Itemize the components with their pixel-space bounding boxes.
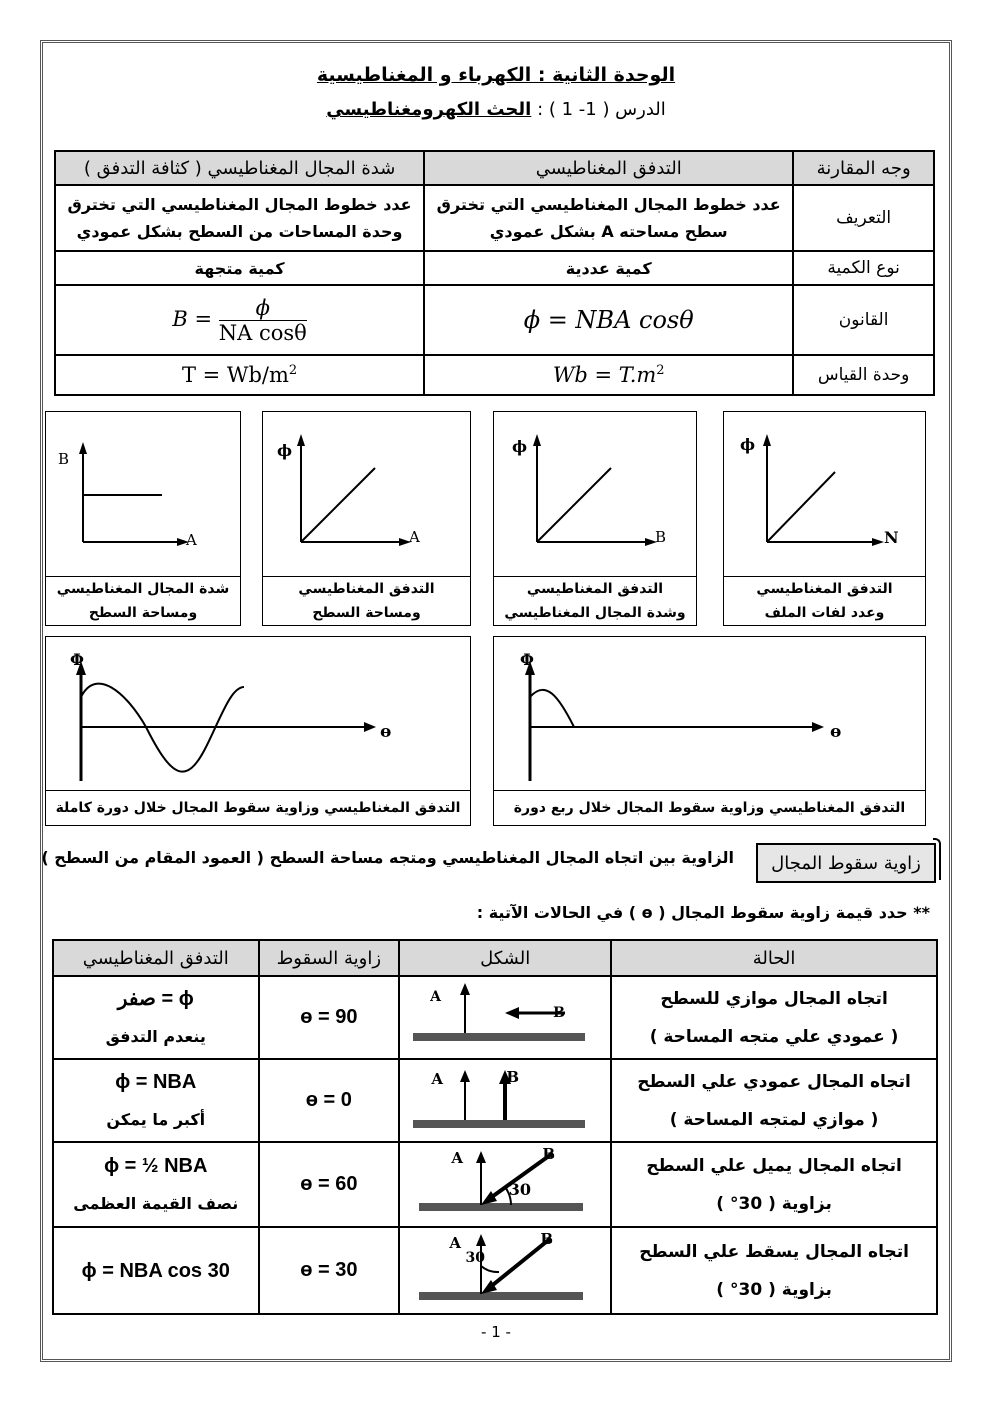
graph-quarter-cycle bbox=[493, 636, 926, 826]
case-cell: اتجاه المجال عمودي علي السطح ( موازي لمتجه المساحة ) bbox=[611, 1059, 937, 1142]
label-a: A bbox=[430, 989, 442, 1005]
field-def-line1: عدد خطوط المجال المغناطيسي التي تخترق bbox=[67, 195, 412, 214]
flux-unit-sup: 2 bbox=[656, 363, 665, 378]
linear-line bbox=[301, 468, 375, 542]
angle-cases-table bbox=[52, 939, 938, 1315]
graph-flux-field-plot bbox=[494, 412, 696, 562]
row-label: وحدة القياس bbox=[793, 355, 934, 395]
flux-cell: ϕ = NBA أكبر ما يمكن bbox=[53, 1059, 259, 1142]
unit-row bbox=[55, 355, 934, 395]
header-angle: زاوية السقوط bbox=[259, 940, 400, 976]
linear-line bbox=[767, 472, 835, 542]
flux-cell: ϕ = NBA cos 30 bbox=[53, 1227, 259, 1314]
flux-quarter-wave bbox=[530, 690, 574, 727]
angle-value: ɵ = 60 bbox=[259, 1142, 400, 1227]
row-label: التعريف bbox=[793, 185, 934, 251]
angle-label: 30 bbox=[465, 1250, 486, 1266]
lesson-title: الحث الكهرومغناطيسي bbox=[326, 99, 532, 120]
lesson-label: الدرس ( 1- 1 ) : bbox=[537, 99, 666, 120]
field-formula-lhs: B = bbox=[172, 306, 213, 331]
field-def-line2: وحدة المساحات من السطح بشكل عمودي bbox=[76, 222, 403, 241]
y-axis-label: Φ bbox=[70, 650, 84, 669]
case-cell: اتجاه المجال موازي للسطح ( عمودي علي متجه المساحة ) bbox=[611, 976, 937, 1059]
unit-title: الوحدة الثانية : الكهرباء و المغناطيسية bbox=[316, 64, 676, 86]
label-a: A bbox=[449, 1234, 462, 1252]
x-axis-label: A bbox=[186, 531, 197, 549]
header-flux: التدفق المغناطيسي bbox=[53, 940, 259, 976]
figure-cell bbox=[399, 1227, 611, 1314]
header-flux: التدفق المغناطيسي bbox=[424, 151, 793, 185]
header-aspect: وجه المقارنة bbox=[793, 151, 934, 185]
angle-value: ɵ = 0 bbox=[259, 1059, 400, 1142]
field-unit-text: T = Wb/m bbox=[181, 363, 289, 387]
figure-cell bbox=[399, 1059, 611, 1142]
graph-field-area bbox=[45, 411, 241, 626]
header-case: الحالة bbox=[611, 940, 937, 976]
graph-caption: التدفق المغناطيسي وعدد لفات الملف bbox=[724, 576, 925, 625]
flux-cell: ϕ = ½ NBA نصف القيمة العظمى bbox=[53, 1142, 259, 1227]
flux-law bbox=[424, 285, 793, 355]
page-number: - 1 - bbox=[481, 1323, 511, 1341]
flux-def-line1: عدد خطوط المجال المغناطيسي التي تخترق bbox=[436, 195, 781, 214]
table-row bbox=[53, 1227, 937, 1314]
x-axis-label: ɵ bbox=[380, 722, 392, 742]
flux-definition bbox=[424, 185, 793, 251]
graph-flux-field bbox=[493, 411, 697, 626]
label-b: B bbox=[540, 1230, 554, 1248]
field-type: كمية متجهة bbox=[55, 251, 424, 285]
label-a: A bbox=[451, 1149, 464, 1167]
graph-field-area-plot bbox=[46, 412, 240, 562]
flux-type: كمية عددية bbox=[424, 251, 793, 285]
parallel-field-figure bbox=[405, 977, 605, 1053]
label-b: B bbox=[553, 1005, 566, 1021]
inclined-field-figure bbox=[405, 1143, 605, 1221]
comparison-table bbox=[54, 150, 935, 396]
flux-unit bbox=[424, 355, 793, 395]
angle-value: ɵ = 30 bbox=[259, 1227, 400, 1314]
field-unit-sup: 2 bbox=[288, 363, 298, 378]
angle-value: ɵ = 90 bbox=[259, 976, 400, 1059]
row-label: القانون bbox=[793, 285, 934, 355]
comparison-header-row bbox=[55, 151, 934, 185]
lesson-title-line bbox=[0, 99, 992, 120]
flux-def-line2: سطح مساحته A بشكل عمودي bbox=[489, 222, 728, 241]
graph-caption: التدفق المغناطيسي وزاوية سقوط المجال خلال ربع دورة bbox=[494, 790, 925, 825]
header-figure: الشكل bbox=[399, 940, 611, 976]
y-axis-label: Φ bbox=[520, 650, 534, 669]
field-law bbox=[55, 285, 424, 355]
x-axis-label: ɵ bbox=[830, 722, 842, 742]
angle-header-row bbox=[53, 940, 937, 976]
flux-cell: ϕ = صفر ينعدم التدفق bbox=[53, 976, 259, 1059]
graph-full-cycle-plot bbox=[46, 637, 470, 791]
label-a: A bbox=[431, 1070, 444, 1088]
header-field: شدة المجال المغناطيسي ( كثافة التدفق ) bbox=[55, 151, 424, 185]
table-row bbox=[53, 1059, 937, 1142]
y-axis-label: B bbox=[58, 450, 70, 468]
linear-line bbox=[537, 468, 611, 542]
x-axis-label: A bbox=[409, 528, 420, 546]
graph-flux-area bbox=[262, 411, 471, 626]
graph-caption: التدفق المغناطيسي وشدة المجال المغناطيسي bbox=[494, 576, 696, 625]
y-axis-label: ϕ bbox=[512, 437, 528, 456]
y-axis-label: ϕ bbox=[277, 441, 293, 460]
figure-cell bbox=[399, 976, 611, 1059]
graph-caption: التدفق المغناطيسي ومساحة السطح bbox=[263, 576, 470, 625]
flux-unit-text: Wb = T.m bbox=[552, 363, 657, 387]
case-cell: اتجاه المجال يميل علي السطح بزاوية ( 30° ) bbox=[611, 1142, 937, 1227]
quantity-type-row bbox=[55, 251, 934, 285]
incident-field-figure bbox=[405, 1228, 605, 1308]
graph-flux-turns-plot bbox=[724, 412, 925, 562]
row-label: نوع الكمية bbox=[793, 251, 934, 285]
y-axis-label: ϕ bbox=[740, 435, 756, 454]
case-cell: اتجاه المجال يسقط علي السطح بزاوية ( 30° ) bbox=[611, 1227, 937, 1314]
fraction-numerator: ϕ bbox=[219, 296, 307, 321]
field-definition bbox=[55, 185, 424, 251]
graph-full-cycle bbox=[45, 636, 471, 826]
question-text: ** حدد قيمة زاوية سقوط المجال ( ɵ ) في الحالات الآتية : bbox=[476, 903, 930, 922]
table-row bbox=[53, 976, 937, 1059]
angle-box-title: زاوية سقوط المجال bbox=[756, 843, 936, 883]
law-row bbox=[55, 285, 934, 355]
field-formula bbox=[172, 295, 307, 345]
graph-caption: التدفق المغناطيسي وزاوية سقوط المجال خلال دورة كاملة bbox=[46, 790, 470, 825]
label-b: B bbox=[542, 1145, 556, 1163]
table-row bbox=[53, 1142, 937, 1227]
field-formula-fraction bbox=[219, 296, 307, 345]
x-axis-label: B bbox=[655, 528, 667, 546]
graph-caption: شدة المجال المغناطيسي ومساحة السطح bbox=[46, 576, 240, 625]
perpendicular-field-figure bbox=[405, 1060, 605, 1136]
x-axis-label: N bbox=[884, 528, 899, 547]
field-unit bbox=[55, 355, 424, 395]
fraction-denominator: NA cosθ bbox=[218, 320, 307, 345]
flux-formula: ϕ = NBA cosθ bbox=[523, 306, 694, 334]
figure-cell bbox=[399, 1142, 611, 1227]
graph-quarter-cycle-plot bbox=[494, 637, 925, 791]
graph-flux-area-plot bbox=[263, 412, 470, 562]
definition-row bbox=[55, 185, 934, 251]
angle-label: 30 bbox=[508, 1180, 532, 1199]
angle-definition: الزاوية بين اتجاه المجال المغناطيسي ومتجه مساحة السطح ( العمود المقام من السطح ) bbox=[41, 848, 734, 867]
label-b: B bbox=[506, 1068, 520, 1086]
graph-flux-turns bbox=[723, 411, 926, 626]
